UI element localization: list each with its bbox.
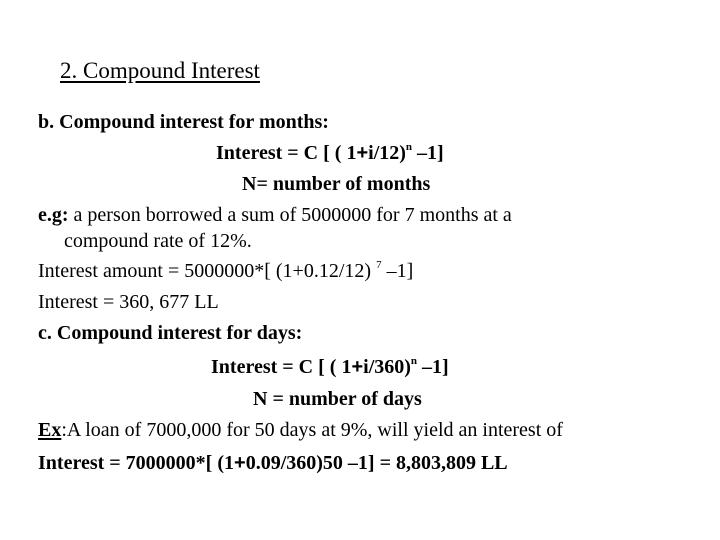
section-c-example: [38, 418, 563, 442]
section-b-example-line2: compound rate of 12%.: [64, 230, 252, 252]
example-c-label: Ex: [38, 419, 62, 441]
section-c-n-definition: N = number of days: [253, 388, 422, 410]
example-b-label: e.g:: [38, 204, 69, 226]
formula-c-exponent: n: [410, 355, 418, 367]
section-b-heading: b. Compound interest for months:: [38, 111, 329, 133]
section-c-formula: [211, 355, 449, 379]
section-b-n-definition: N= number of months: [242, 173, 431, 195]
example-c-colon: :: [61, 419, 67, 441]
formula-c-prefix: Interest = C [ ( 1: [211, 356, 352, 378]
result-c-plus: +: [234, 452, 246, 474]
formula-b-prefix: Interest = C [ ( 1: [216, 142, 357, 164]
result-c-prefix: Interest = 7000000*[ (1: [38, 452, 234, 474]
example-b-text: a person borrowed a sum of 5000000 for 7 months at a: [68, 204, 512, 226]
formula-b-middle: i/12): [368, 142, 406, 164]
example-c-text: A loan of 7000,000 for 50 days at 9%, will yield an interest of: [66, 419, 563, 441]
formula-c-middle: i/360): [363, 356, 411, 378]
section-b-amount: [38, 259, 413, 283]
section-b-result: Interest = 360, 677 LL: [38, 291, 219, 313]
section-b-example-line1: [38, 203, 512, 227]
section-b-formula: [216, 141, 444, 165]
page-title: 2. Compound Interest: [60, 58, 260, 83]
amount-b-exponent: 7: [376, 259, 382, 271]
section-c-result: [38, 451, 508, 475]
formula-c-plus: +: [351, 356, 364, 378]
formula-b-exponent: n: [405, 141, 413, 153]
formula-b-suffix: –1]: [412, 142, 444, 164]
amount-b-suffix: –1]: [381, 260, 414, 282]
amount-b-prefix: Interest amount = 5000000*[ (1+0.12/12): [38, 260, 377, 282]
formula-c-suffix: –1]: [417, 356, 449, 378]
formula-b-plus: +: [356, 142, 369, 164]
result-c-suffix: 0.09/360)50 –1] = 8,803,809 LL: [245, 452, 508, 474]
section-c-heading: c. Compound interest for days:: [38, 322, 303, 344]
